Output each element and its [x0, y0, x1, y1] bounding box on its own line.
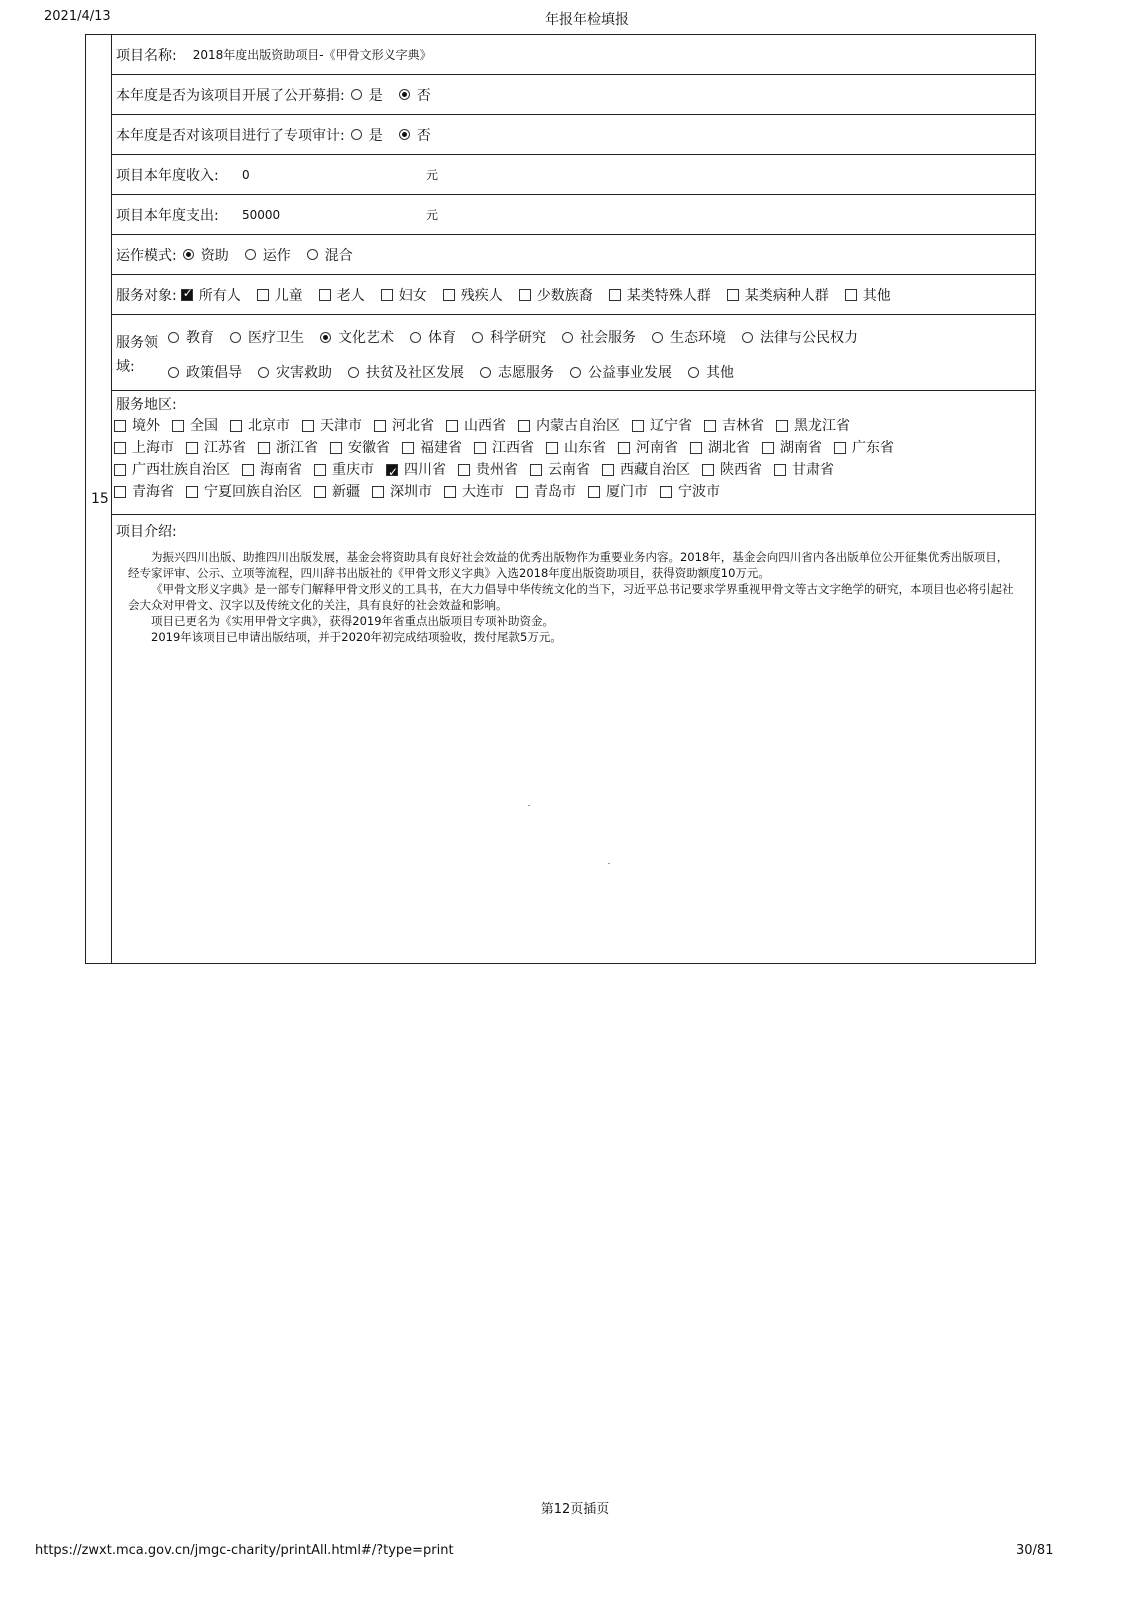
expense-row: [112, 195, 1035, 235]
checkbox-icon: [546, 442, 558, 454]
checkbox-icon: [372, 486, 384, 498]
expense-value: 50000: [242, 207, 281, 222]
project-name-label: 项目名称:: [116, 47, 177, 64]
radio-circle-icon: [742, 332, 753, 343]
radio-circle-icon: [480, 367, 491, 378]
checkbox-icon: [602, 464, 614, 476]
checkbox-icon: [172, 420, 184, 432]
row-number-column: [86, 35, 112, 963]
expense-unit: 元: [426, 208, 439, 222]
project-name-row: [112, 35, 1035, 75]
form-rows: [112, 35, 1035, 946]
income-row: [112, 155, 1035, 195]
checkbox-icon: [516, 486, 528, 498]
checkbox-icon: [230, 420, 242, 432]
intro-paragraph-4: 2019年该项目已申请出版结项，并于2020年初完成结项验收，拨付尾款5万元。: [151, 630, 562, 644]
domain-option[interactable]: 社会服务: [562, 327, 636, 347]
checkbox-icon: [242, 464, 254, 476]
domain-option[interactable]: 政策倡导: [168, 362, 242, 382]
radio-circle-icon: [652, 332, 663, 343]
mode-option-operation[interactable]: 运作: [245, 245, 291, 265]
checkbox-icon: [618, 442, 630, 454]
page-title: 年报年检填报: [545, 12, 629, 28]
income-value: 0: [242, 167, 250, 182]
domain-option[interactable]: 医疗卫生: [230, 327, 304, 347]
public-fundraising-row: [112, 75, 1035, 115]
checkbox-icon: [114, 486, 126, 498]
checkbox-icon: [186, 442, 198, 454]
domain-option[interactable]: 教育: [168, 327, 214, 347]
fundraising-yes-radio[interactable]: 是: [351, 85, 383, 105]
region-option[interactable]: 江西省: [474, 437, 534, 459]
target-option[interactable]: ✓ 所有人: [181, 285, 241, 305]
region-option[interactable]: 辽宁省: [632, 415, 692, 437]
region-line-1: [114, 415, 1035, 437]
service-target-row: [112, 275, 1035, 315]
checkbox-icon: [845, 289, 857, 301]
region-option[interactable]: 上海市: [114, 437, 174, 459]
region-option[interactable]: 西藏自治区: [602, 459, 690, 481]
region-option[interactable]: 浙江省: [258, 437, 318, 459]
checkbox-icon: [530, 464, 542, 476]
radio-selected-icon: [320, 332, 331, 343]
radio-selected-icon: [399, 129, 410, 140]
region-option[interactable]: 新疆: [314, 481, 360, 503]
radio-circle-icon: [230, 332, 241, 343]
region-option[interactable]: 广西壮族自治区: [114, 459, 230, 481]
page-number-label: 第12页插页: [540, 1502, 610, 1517]
target-option[interactable]: 老人: [319, 285, 365, 305]
checkbox-icon: [690, 442, 702, 454]
checkbox-icon: [319, 289, 331, 301]
region-option[interactable]: 陕西省: [702, 459, 762, 481]
operation-mode-label: 运作模式:: [116, 247, 177, 264]
region-option[interactable]: 宁波市: [660, 481, 720, 503]
domain-option[interactable]: 灾害救助: [258, 362, 332, 382]
checkbox-icon: [446, 420, 458, 432]
special-audit-row: [112, 115, 1035, 155]
domain-option[interactable]: 志愿服务: [480, 362, 554, 382]
checkbox-icon: [381, 289, 393, 301]
region-option[interactable]: 深圳市: [372, 481, 432, 503]
domain-options-line-2: [168, 362, 734, 382]
checkbox-icon: [444, 486, 456, 498]
fundraising-no-radio[interactable]: 否: [399, 85, 431, 105]
region-line-4: [114, 481, 1035, 503]
row-number: 15: [91, 491, 109, 507]
region-option[interactable]: 内蒙古自治区: [518, 415, 620, 437]
checkbox-icon: [258, 442, 270, 454]
region-option[interactable]: 安徽省: [330, 437, 390, 459]
checkbox-icon: [257, 289, 269, 301]
scan-speck: [528, 805, 530, 806]
region-option[interactable]: 江苏省: [186, 437, 246, 459]
radio-circle-icon: [168, 367, 179, 378]
target-option[interactable]: 其他: [845, 285, 891, 305]
region-option[interactable]: 甘肃省: [774, 459, 834, 481]
checkbox-icon: [702, 464, 714, 476]
mode-option-mixed[interactable]: 混合: [307, 245, 353, 265]
region-option[interactable]: 福建省: [402, 437, 462, 459]
region-line-3: [114, 459, 1035, 481]
intro-paragraph-3: 项目已更名为《实用甲骨文字典》，获得2019年省重点出版项目专项补助资金。: [151, 614, 555, 628]
checkbox-checked-icon: [386, 464, 398, 476]
checkbox-icon: [774, 464, 786, 476]
public-fundraising-label: 本年度是否为该项目开展了公开募捐:: [116, 87, 345, 104]
region-option[interactable]: 云南省: [530, 459, 590, 481]
checkbox-icon: [186, 486, 198, 498]
print-date: 2021/4/13: [44, 9, 111, 24]
checkbox-icon: [443, 289, 455, 301]
region-option[interactable]: 广东省: [834, 437, 894, 459]
audit-no-radio[interactable]: 否: [399, 125, 431, 145]
service-domain-row: [112, 315, 1035, 391]
region-option[interactable]: 青海省: [114, 481, 174, 503]
domain-option[interactable]: 文化艺术: [320, 327, 394, 347]
checkbox-icon: [834, 442, 846, 454]
radio-circle-icon: [410, 332, 421, 343]
project-intro-label: 项目介绍:: [116, 524, 177, 540]
radio-selected-icon: [399, 89, 410, 100]
income-label: 项目本年度收入:: [116, 167, 219, 184]
domain-option[interactable]: 扶贫及社区发展: [348, 362, 464, 382]
project-form-table: [85, 34, 1036, 964]
radio-circle-icon: [562, 332, 573, 343]
radio-circle-icon: [307, 249, 318, 260]
region-option[interactable]: 境外: [114, 415, 160, 437]
radio-circle-icon: [348, 367, 359, 378]
region-option[interactable]: 全国: [172, 415, 218, 437]
checkbox-icon: [519, 289, 531, 301]
checkbox-icon: [704, 420, 716, 432]
domain-option[interactable]: 公益事业发展: [570, 362, 672, 382]
target-option[interactable]: 某类特殊人群: [609, 285, 711, 305]
region-option[interactable]: 青岛市: [516, 481, 576, 503]
intro-paragraph-1: 为振兴四川出版、助推四川出版发展，基金会将资助具有良好社会效益的优秀出版物作为重要业务内容。2018年，基金会向四川省内各出版单位公开征集优秀出版项目，经专家评审、公示、立项等流程，四川辞书出版社的《甲骨文形义字典》入选2018年度出版资助项目，获得资助额度10万元。: [128, 550, 1009, 580]
region-option[interactable]: 湖南省: [762, 437, 822, 459]
radio-circle-icon: [168, 332, 179, 343]
region-option[interactable]: 宁夏回族自治区: [186, 481, 302, 503]
expense-label: 项目本年度支出:: [116, 207, 219, 224]
operation-mode-row: [112, 235, 1035, 275]
project-intro-row: [112, 515, 1035, 946]
checkbox-icon: [402, 442, 414, 454]
checkbox-icon: [632, 420, 644, 432]
region-option[interactable]: 吉林省: [704, 415, 764, 437]
region-option[interactable]: 黑龙江省: [776, 415, 850, 437]
region-option[interactable]: 重庆市: [314, 459, 374, 481]
target-option[interactable]: 少数族裔: [519, 285, 593, 305]
audit-yes-radio[interactable]: 是: [351, 125, 383, 145]
intro-paragraph-2: 《甲骨文形义字典》是一部专门解释甲骨文形义的工具书，在大力倡导中华传统文化的当下，习近平总书记要求学界重视甲骨文等古文字绝学的研究，本项目也必将引起社会大众对甲骨文、汉字以及传统文化的关注，具有良好的社会效益和影响。: [128, 582, 1014, 612]
region-line-2: [114, 437, 1035, 459]
checkbox-icon: [114, 420, 126, 432]
checkbox-icon: [314, 486, 326, 498]
checkbox-icon: [474, 442, 486, 454]
service-region-label: 服务地区:: [116, 397, 177, 413]
checkbox-icon: [588, 486, 600, 498]
target-option[interactable]: 某类病种人群: [727, 285, 829, 305]
radio-circle-icon: [570, 367, 581, 378]
special-audit-label: 本年度是否对该项目进行了专项审计:: [116, 127, 345, 144]
region-option[interactable]: 大连市: [444, 481, 504, 503]
checkbox-checked-icon: [181, 289, 193, 301]
region-option[interactable]: 山东省: [546, 437, 606, 459]
domain-option[interactable]: 其他: [688, 362, 734, 382]
checkbox-icon: [374, 420, 386, 432]
checkbox-icon: [114, 464, 126, 476]
radio-selected-icon: [183, 249, 194, 260]
region-option[interactable]: 山西省: [446, 415, 506, 437]
domain-option[interactable]: 体育: [410, 327, 456, 347]
checkbox-icon: [660, 486, 672, 498]
radio-circle-icon: [351, 129, 362, 140]
target-option[interactable]: 残疾人: [443, 285, 503, 305]
region-option-selected[interactable]: ✓ 四川省: [386, 459, 446, 481]
radio-circle-icon: [245, 249, 256, 260]
service-domain-label: 服务领 域:: [116, 335, 158, 375]
page-count: 30/81: [1016, 1543, 1054, 1558]
checkbox-icon: [518, 420, 530, 432]
income-unit: 元: [426, 168, 439, 182]
target-option[interactable]: 妇女: [381, 285, 427, 305]
page-url: https://zwxt.mca.gov.cn/jmgc-charity/printAll.html#/?type=print: [35, 1543, 454, 1558]
checkbox-icon: [330, 442, 342, 454]
service-region-row: [112, 391, 1035, 515]
scan-speck: [608, 863, 610, 864]
region-option[interactable]: 贵州省: [458, 459, 518, 481]
target-option[interactable]: 儿童: [257, 285, 303, 305]
region-option[interactable]: 海南省: [242, 459, 302, 481]
radio-circle-icon: [258, 367, 269, 378]
domain-option[interactable]: 法律与公民权力: [742, 327, 858, 347]
checkbox-icon: [762, 442, 774, 454]
region-option[interactable]: 北京市: [230, 415, 290, 437]
checkbox-icon: [302, 420, 314, 432]
radio-circle-icon: [472, 332, 483, 343]
region-option[interactable]: 河北省: [374, 415, 434, 437]
checkbox-icon: [727, 289, 739, 301]
domain-option[interactable]: 生态环境: [652, 327, 726, 347]
checkbox-icon: [458, 464, 470, 476]
region-option[interactable]: 厦门市: [588, 481, 648, 503]
mode-option-funding[interactable]: 资助: [183, 245, 229, 265]
domain-options-line-1: [168, 327, 858, 347]
service-target-label: 服务对象:: [116, 287, 177, 304]
region-option[interactable]: 天津市: [302, 415, 362, 437]
checkbox-icon: [609, 289, 621, 301]
radio-circle-icon: [688, 367, 699, 378]
project-name-value: 2018年度出版资助项目-《甲骨文形义字典》: [192, 48, 432, 62]
region-option[interactable]: 湖北省: [690, 437, 750, 459]
checkbox-icon: [776, 420, 788, 432]
region-option[interactable]: 河南省: [618, 437, 678, 459]
checkbox-icon: [114, 442, 126, 454]
radio-circle-icon: [351, 89, 362, 100]
domain-option[interactable]: 科学研究: [472, 327, 546, 347]
checkbox-icon: [314, 464, 326, 476]
